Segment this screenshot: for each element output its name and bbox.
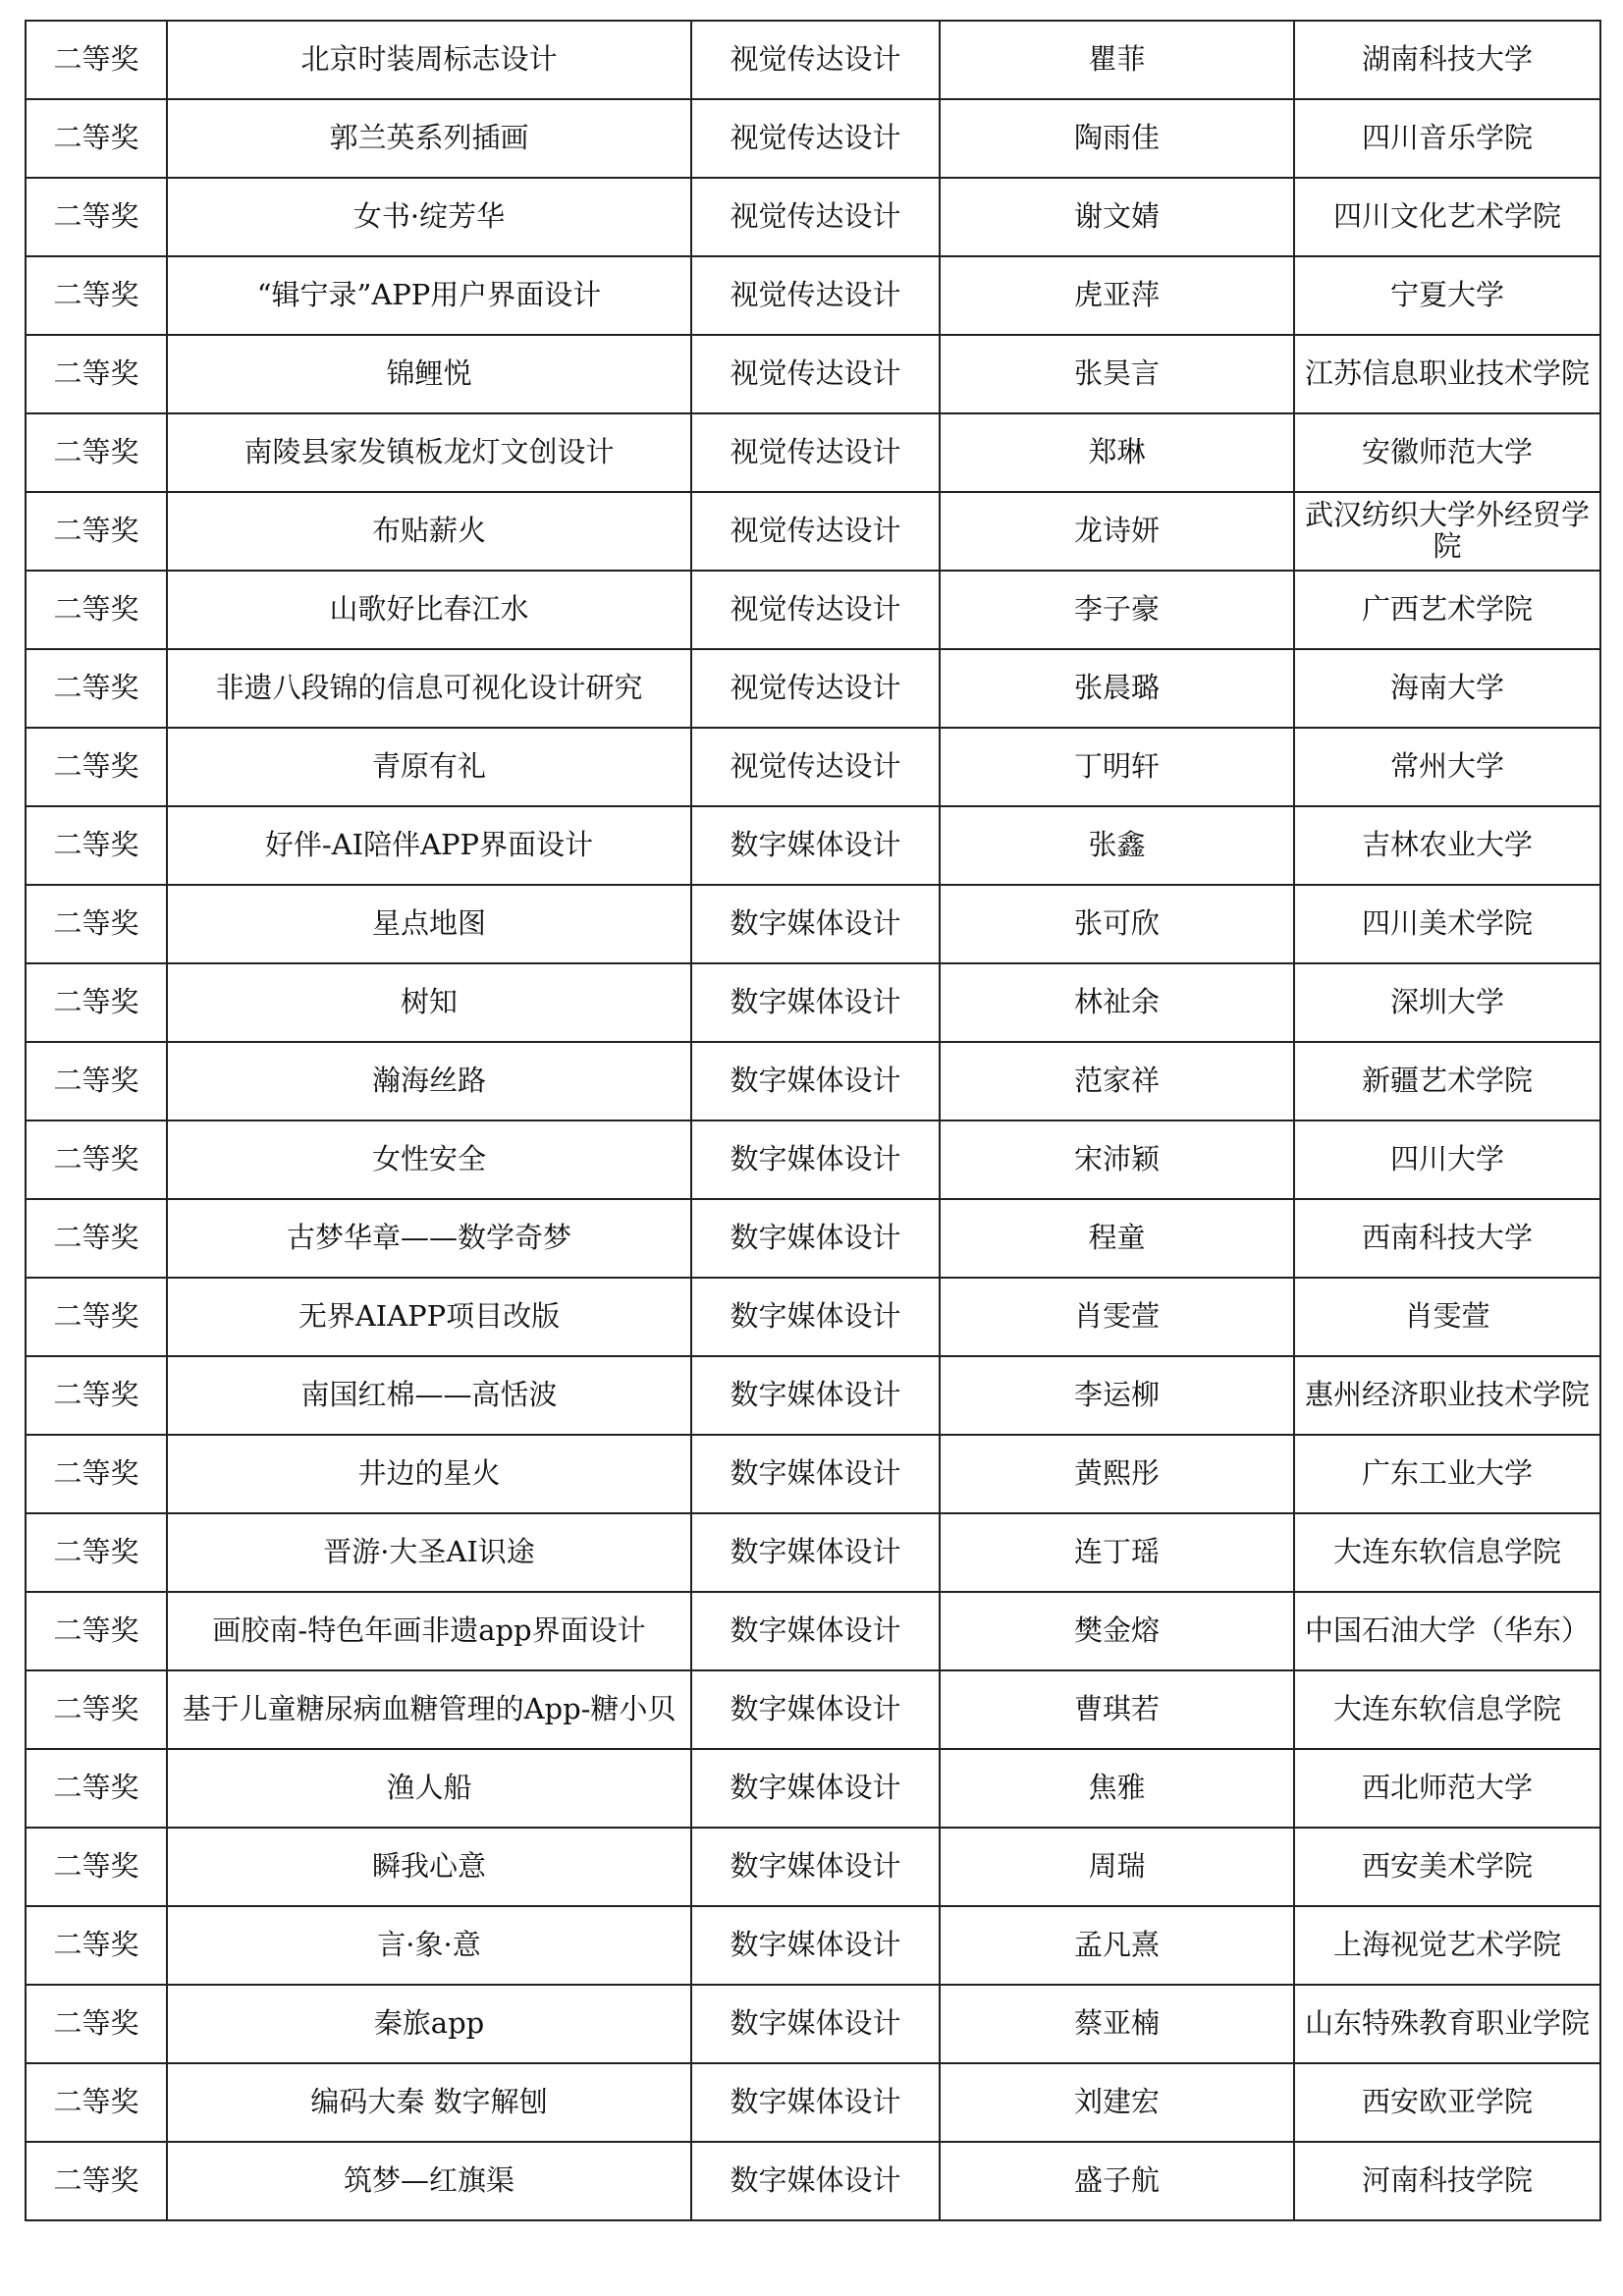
work-title-cell: 晋游·大圣AI识途: [167, 1513, 691, 1592]
work-title-cell: 筑梦—红旗渠: [167, 2142, 691, 2220]
school-cell: 新疆艺术学院: [1294, 1042, 1600, 1121]
table-row: [26, 1356, 1600, 1435]
category-cell: 数字媒体设计: [691, 1121, 940, 1199]
table-row: [26, 1749, 1600, 1828]
table-row: [26, 256, 1600, 335]
award-list-page: [25, 20, 1599, 2221]
school-cell: 湖南科技大学: [1294, 21, 1600, 99]
table-row: [26, 99, 1600, 178]
category-cell: 数字媒体设计: [691, 1749, 940, 1828]
work-title-cell: 井边的星火: [167, 1435, 691, 1513]
award-level-cell: 二等奖: [26, 2063, 167, 2142]
school-cell: 西安美术学院: [1294, 1828, 1600, 1906]
award-level-cell: 二等奖: [26, 1199, 167, 1278]
school-cell: 中国石油大学（华东）: [1294, 1592, 1600, 1670]
work-title-cell: 非遗八段锦的信息可视化设计研究: [167, 649, 691, 728]
category-cell: 视觉传达设计: [691, 256, 940, 335]
author-cell: 孟凡熹: [940, 1906, 1294, 1985]
school-cell: 常州大学: [1294, 728, 1600, 806]
school-cell: 海南大学: [1294, 649, 1600, 728]
category-cell: 视觉传达设计: [691, 728, 940, 806]
category-cell: 数字媒体设计: [691, 1670, 940, 1749]
table-row: [26, 806, 1600, 885]
work-title-cell: 瀚海丝路: [167, 1042, 691, 1121]
category-cell: 数字媒体设计: [691, 1906, 940, 1985]
work-title-cell: 女性安全: [167, 1121, 691, 1199]
author-cell: 林祉余: [940, 963, 1294, 1042]
work-title-cell: 无界AIAPP项目改版: [167, 1278, 691, 1356]
author-cell: 程童: [940, 1199, 1294, 1278]
author-cell: 焦雅: [940, 1749, 1294, 1828]
table-row: [26, 492, 1600, 571]
author-cell: 张昊言: [940, 335, 1294, 413]
award-level-cell: 二等奖: [26, 1592, 167, 1670]
school-cell: 四川大学: [1294, 1121, 1600, 1199]
award-level-cell: 二等奖: [26, 649, 167, 728]
work-title-cell: 编码大秦 数字解刨: [167, 2063, 691, 2142]
work-title-cell: 瞬我心意: [167, 1828, 691, 1906]
award-level-cell: 二等奖: [26, 1042, 167, 1121]
author-cell: 丁明轩: [940, 728, 1294, 806]
author-cell: 肖雯萱: [940, 1278, 1294, 1356]
work-title-cell: “辑宁录”APP用户界面设计: [167, 256, 691, 335]
table-row: [26, 413, 1600, 492]
author-cell: 曹琪若: [940, 1670, 1294, 1749]
work-title-cell: 好伴-AI陪伴APP界面设计: [167, 806, 691, 885]
category-cell: 数字媒体设计: [691, 885, 940, 963]
school-cell: 广西艺术学院: [1294, 571, 1600, 649]
award-level-cell: 二等奖: [26, 1278, 167, 1356]
category-cell: 数字媒体设计: [691, 1042, 940, 1121]
category-cell: 数字媒体设计: [691, 1435, 940, 1513]
table-row: [26, 1121, 1600, 1199]
category-cell: 视觉传达设计: [691, 571, 940, 649]
school-cell: 四川音乐学院: [1294, 99, 1600, 178]
author-cell: 李子豪: [940, 571, 1294, 649]
table-row: [26, 1592, 1600, 1670]
table-row: [26, 1985, 1600, 2063]
table-row: [26, 963, 1600, 1042]
author-cell: 陶雨佳: [940, 99, 1294, 178]
work-title-cell: 布贴薪火: [167, 492, 691, 571]
award-level-cell: 二等奖: [26, 2142, 167, 2220]
author-cell: 龙诗妍: [940, 492, 1294, 571]
author-cell: 郑琳: [940, 413, 1294, 492]
award-level-cell: 二等奖: [26, 885, 167, 963]
category-cell: 视觉传达设计: [691, 649, 940, 728]
table-row: [26, 335, 1600, 413]
work-title-cell: 山歌好比春江水: [167, 571, 691, 649]
category-cell: 数字媒体设计: [691, 1199, 940, 1278]
award-level-cell: 二等奖: [26, 256, 167, 335]
table-row: [26, 1828, 1600, 1906]
work-title-cell: 基于儿童糖尿病血糖管理的App-糖小贝: [167, 1670, 691, 1749]
category-cell: 数字媒体设计: [691, 1278, 940, 1356]
author-cell: 蔡亚楠: [940, 1985, 1294, 2063]
work-title-cell: 树知: [167, 963, 691, 1042]
category-cell: 数字媒体设计: [691, 1513, 940, 1592]
table-row: [26, 21, 1600, 99]
school-cell: 四川美术学院: [1294, 885, 1600, 963]
category-cell: 视觉传达设计: [691, 99, 940, 178]
work-title-cell: 锦鲤悦: [167, 335, 691, 413]
category-cell: 数字媒体设计: [691, 806, 940, 885]
school-cell: 大连东软信息学院: [1294, 1513, 1600, 1592]
category-cell: 数字媒体设计: [691, 2142, 940, 2220]
author-cell: 瞿菲: [940, 21, 1294, 99]
award-level-cell: 二等奖: [26, 1906, 167, 1985]
category-cell: 数字媒体设计: [691, 963, 940, 1042]
author-cell: 周瑞: [940, 1828, 1294, 1906]
award-level-cell: 二等奖: [26, 963, 167, 1042]
award-level-cell: 二等奖: [26, 1749, 167, 1828]
category-cell: 视觉传达设计: [691, 492, 940, 571]
category-cell: 视觉传达设计: [691, 413, 940, 492]
table-row: [26, 2063, 1600, 2142]
school-cell: 深圳大学: [1294, 963, 1600, 1042]
award-level-cell: 二等奖: [26, 99, 167, 178]
author-cell: 黄熙彤: [940, 1435, 1294, 1513]
work-title-cell: 南国红棉——高恬波: [167, 1356, 691, 1435]
school-cell: 大连东软信息学院: [1294, 1670, 1600, 1749]
author-cell: 宋沛颖: [940, 1121, 1294, 1199]
school-cell: 河南科技学院: [1294, 2142, 1600, 2220]
author-cell: 樊金熔: [940, 1592, 1294, 1670]
table-row: [26, 571, 1600, 649]
award-level-cell: 二等奖: [26, 413, 167, 492]
table-row: [26, 649, 1600, 728]
award-level-cell: 二等奖: [26, 1435, 167, 1513]
award-level-cell: 二等奖: [26, 1828, 167, 1906]
table-row: [26, 1042, 1600, 1121]
award-level-cell: 二等奖: [26, 1356, 167, 1435]
category-cell: 视觉传达设计: [691, 178, 940, 256]
table-row: [26, 885, 1600, 963]
author-cell: 范家祥: [940, 1042, 1294, 1121]
category-cell: 数字媒体设计: [691, 2063, 940, 2142]
table-row: [26, 1435, 1600, 1513]
school-cell: 宁夏大学: [1294, 256, 1600, 335]
award-level-cell: 二等奖: [26, 806, 167, 885]
work-title-cell: 青原有礼: [167, 728, 691, 806]
school-cell: 安徽师范大学: [1294, 413, 1600, 492]
table-row: [26, 728, 1600, 806]
award-level-cell: 二等奖: [26, 1670, 167, 1749]
award-level-cell: 二等奖: [26, 571, 167, 649]
table-row: [26, 1513, 1600, 1592]
author-cell: 盛子航: [940, 2142, 1294, 2220]
school-cell: 武汉纺织大学外经贸学院: [1294, 492, 1600, 571]
school-cell: 肖雯萱: [1294, 1278, 1600, 1356]
award-level-cell: 二等奖: [26, 1985, 167, 2063]
school-cell: 惠州经济职业技术学院: [1294, 1356, 1600, 1435]
table-row: [26, 1278, 1600, 1356]
work-title-cell: 画胶南-特色年画非遗app界面设计: [167, 1592, 691, 1670]
award-level-cell: 二等奖: [26, 492, 167, 571]
award-table-body: [26, 21, 1600, 2220]
school-cell: 山东特殊教育职业学院: [1294, 1985, 1600, 2063]
award-level-cell: 二等奖: [26, 178, 167, 256]
award-level-cell: 二等奖: [26, 1121, 167, 1199]
award-level-cell: 二等奖: [26, 728, 167, 806]
work-title-cell: 郭兰英系列插画: [167, 99, 691, 178]
school-cell: 西安欧亚学院: [1294, 2063, 1600, 2142]
author-cell: 虎亚萍: [940, 256, 1294, 335]
school-cell: 吉林农业大学: [1294, 806, 1600, 885]
category-cell: 数字媒体设计: [691, 1828, 940, 1906]
author-cell: 张鑫: [940, 806, 1294, 885]
award-table: [25, 20, 1601, 2221]
work-title-cell: 星点地图: [167, 885, 691, 963]
school-cell: 广东工业大学: [1294, 1435, 1600, 1513]
work-title-cell: 渔人船: [167, 1749, 691, 1828]
work-title-cell: 言·象·意: [167, 1906, 691, 1985]
category-cell: 数字媒体设计: [691, 1985, 940, 2063]
table-row: [26, 1199, 1600, 1278]
school-cell: 西南科技大学: [1294, 1199, 1600, 1278]
category-cell: 数字媒体设计: [691, 1592, 940, 1670]
school-cell: 江苏信息职业技术学院: [1294, 335, 1600, 413]
school-cell: 西北师范大学: [1294, 1749, 1600, 1828]
author-cell: 连丁瑶: [940, 1513, 1294, 1592]
author-cell: 刘建宏: [940, 2063, 1294, 2142]
work-title-cell: 女书·绽芳华: [167, 178, 691, 256]
work-title-cell: 北京时装周标志设计: [167, 21, 691, 99]
work-title-cell: 古梦华章——数学奇梦: [167, 1199, 691, 1278]
author-cell: 张晨璐: [940, 649, 1294, 728]
category-cell: 视觉传达设计: [691, 335, 940, 413]
category-cell: 视觉传达设计: [691, 21, 940, 99]
work-title-cell: 南陵县家发镇板龙灯文创设计: [167, 413, 691, 492]
table-row: [26, 178, 1600, 256]
table-row: [26, 1670, 1600, 1749]
school-cell: 上海视觉艺术学院: [1294, 1906, 1600, 1985]
author-cell: 谢文婧: [940, 178, 1294, 256]
author-cell: 李运柳: [940, 1356, 1294, 1435]
award-level-cell: 二等奖: [26, 1513, 167, 1592]
award-level-cell: 二等奖: [26, 335, 167, 413]
table-row: [26, 1906, 1600, 1985]
school-cell: 四川文化艺术学院: [1294, 178, 1600, 256]
award-level-cell: 二等奖: [26, 21, 167, 99]
work-title-cell: 秦旅app: [167, 1985, 691, 2063]
table-row: [26, 2142, 1600, 2220]
author-cell: 张可欣: [940, 885, 1294, 963]
category-cell: 数字媒体设计: [691, 1356, 940, 1435]
